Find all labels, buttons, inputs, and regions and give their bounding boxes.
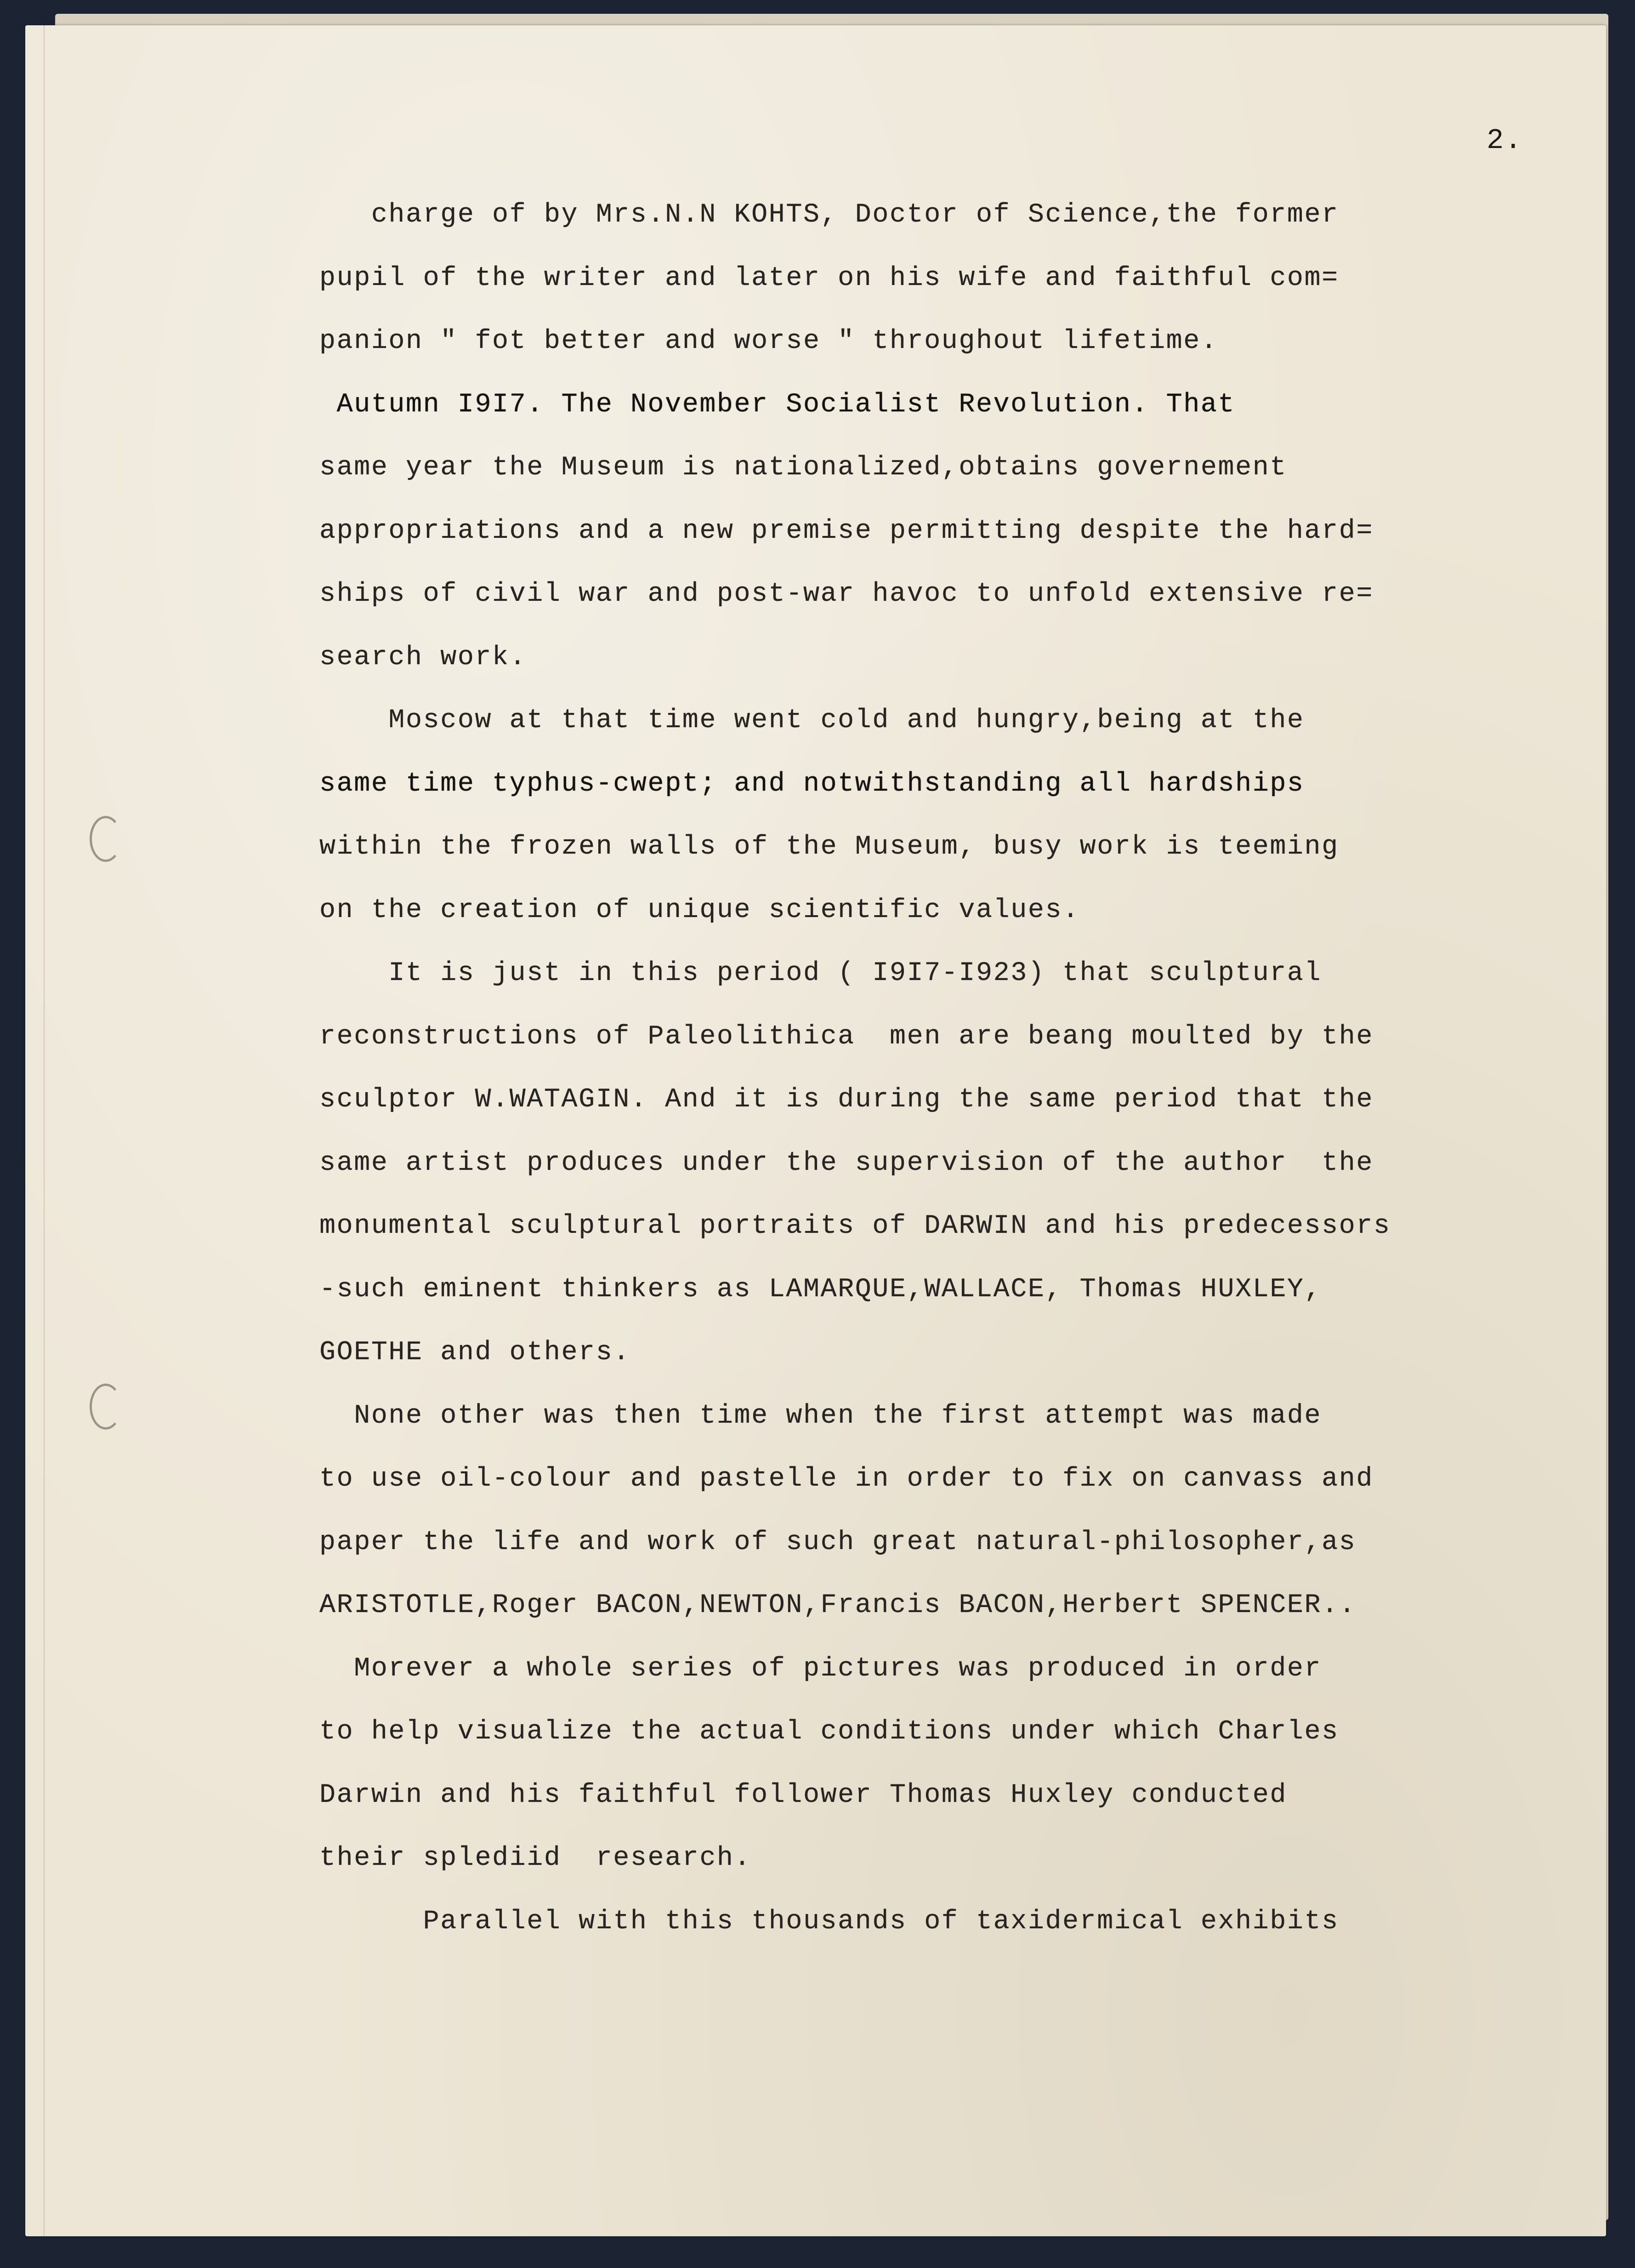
text-line: Autumn I9I7. The November Socialist Revolution. That — [319, 388, 1236, 420]
text-line: ships of civil war and post-war havoc to unfold extensive re= — [319, 578, 1374, 609]
text-line: Morever a whole series of pictures was produced in order — [319, 1653, 1322, 1684]
text-line: GOETHE and others. — [319, 1337, 630, 1368]
text-line: ARISTOTLE,Roger BACON,NEWTON,Francis BACON,Herbert SPENCER.. — [319, 1590, 1357, 1620]
text-line: panion " fot better and worse " throughout lifetime. — [319, 325, 1218, 356]
text-line: Moscow at that time went cold and hungry,being at the — [319, 705, 1305, 735]
text-line: same time typhus-cwept; and notwithstanding all hardships — [319, 768, 1305, 799]
page-number: 2. — [1487, 124, 1523, 157]
text-line: same artist produces under the supervision of the author the — [319, 1147, 1374, 1178]
punch-hole-bottom — [90, 1384, 122, 1430]
text-line: pupil of the writer and later on his wife and faithful com= — [319, 262, 1339, 293]
text-line: to help visualize the actual conditions under which Charles — [319, 1716, 1339, 1747]
body-text — [319, 183, 1578, 1953]
text-line: None other was then time when the first attempt was made — [319, 1400, 1322, 1431]
text-line: their splediid research. — [319, 1842, 752, 1873]
text-line: within the frozen walls of the Museum, busy work is teeming — [319, 831, 1339, 862]
page-edge-shadow — [44, 25, 45, 2236]
text-line: reconstructions of Paleolithica men are beang moulted by the — [319, 1020, 1374, 1052]
text-line: paper the life and work of such great natural-philosopher,as — [319, 1526, 1357, 1557]
text-line: appropriations and a new premise permitting despite the hard= — [319, 515, 1374, 546]
text-line: sculptor W.WATAGIN. And it is during the same period that the — [319, 1084, 1374, 1115]
text-line: monumental sculptural portraits of DARWIN and his predecessors — [319, 1210, 1391, 1241]
text-line: search work. — [319, 641, 527, 672]
text-line: Darwin and his faithful follower Thomas Huxley conducted — [319, 1779, 1287, 1810]
text-line: on the creation of unique scientific values. — [319, 894, 1080, 925]
punch-hole-top — [90, 816, 122, 862]
text-line: It is just in this period ( I9I7-I923) that sculptural — [319, 957, 1322, 988]
text-line: to use oil-colour and pastelle in order to fix on canvass and — [319, 1463, 1374, 1494]
text-line: Parallel with this thousands of taxidermical exhibits — [319, 1905, 1339, 1937]
text-line: same year the Museum is nationalized,obtains governement — [319, 452, 1287, 483]
text-line: -such eminent thinkers as LAMARQUE,WALLACE, Thomas HUXLEY, — [319, 1273, 1322, 1305]
text-line: charge of by Mrs.N.N KOHTS, Doctor of Science,the former — [319, 199, 1339, 230]
